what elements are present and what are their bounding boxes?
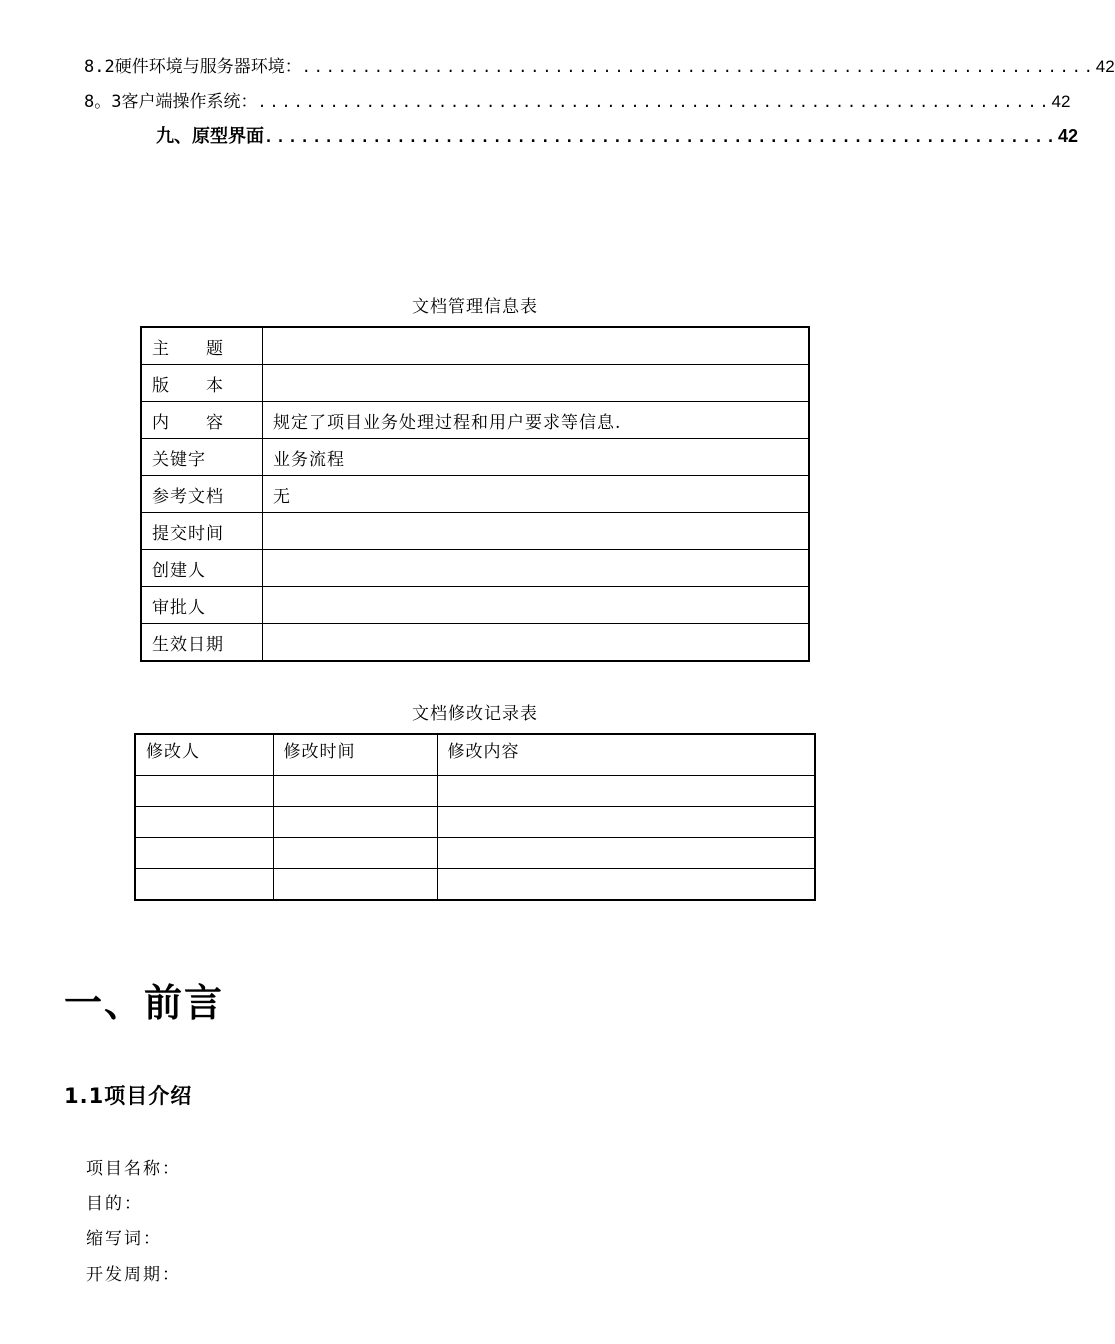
revision-caption: 文档修改记录表 [412,704,538,724]
table-cell [135,869,273,901]
info-key: 审批人 [141,587,263,624]
info-key: 生效日期 [141,624,263,662]
info-value [263,587,810,624]
table-cell [437,807,815,838]
table-row [135,838,815,869]
table-row [135,807,815,838]
info-value [263,513,810,550]
toc-entry-label: 8.2硬件环境与服务器环境： [84,57,302,77]
info-key: 版 本 [141,365,263,402]
toc-entry-label: 8。3客户端操作系统： [84,92,258,112]
toc-leader-dots: .................................................................. [301,58,1096,76]
table-row [141,587,809,624]
field-abbreviations: 缩写词： [86,1229,162,1249]
toc-entry[interactable] [84,52,1115,77]
info-value: 规定了项目业务处理过程和用户要求等信息. [263,402,810,439]
column-header-time: 修改时间 [273,734,437,776]
table-cell [437,869,815,901]
toc-entry-page: 42 [1051,92,1071,111]
column-header-modifier: 修改人 [135,734,273,776]
table-row [141,624,809,662]
toc-leader-dots: .................................................................. [257,93,1052,111]
info-key: 创建人 [141,550,263,587]
toc-entry[interactable] [156,122,1079,148]
table-row [141,513,809,550]
doc-info-table [140,326,810,662]
section-heading: 一、前言 [64,981,225,1025]
table-row [141,439,809,476]
table-cell [273,776,437,807]
field-dev-cycle: 开发周期： [86,1265,181,1285]
info-value [263,327,810,365]
info-value [263,365,810,402]
table-cell [135,838,273,869]
field-project-name: 项目名称： [86,1159,181,1179]
table-row [141,327,809,365]
table-cell [273,838,437,869]
table-cell [135,776,273,807]
info-key: 参考文档 [141,476,263,513]
info-key: 关键字 [141,439,263,476]
revision-table [134,733,816,901]
table-cell [437,776,815,807]
table-row [141,550,809,587]
info-key: 内 容 [141,402,263,439]
table-header-row [135,734,815,776]
table-row [135,869,815,901]
info-value: 无 [263,476,810,513]
subsection-heading: 1.1项目介绍 [64,1084,193,1108]
info-value [263,624,810,662]
field-purpose: 目的： [86,1194,143,1214]
table-cell [437,838,815,869]
table-row [141,402,809,439]
toc-leader-dots: .................................................................. [264,128,1059,146]
toc-entry-page: 42 [1095,57,1115,76]
table-row [135,776,815,807]
column-header-content: 修改内容 [437,734,815,776]
toc-entry-page: 42 [1058,126,1079,146]
info-value: 业务流程 [263,439,810,476]
info-key: 提交时间 [141,513,263,550]
table-row [141,476,809,513]
toc-entry-label: 九、原型界面 [156,126,264,147]
table-cell [135,807,273,838]
table-cell [273,869,437,901]
doc-info-caption: 文档管理信息表 [412,297,538,317]
info-value [263,550,810,587]
table-row [141,365,809,402]
toc-entry[interactable] [84,87,1071,112]
info-key: 主 题 [141,327,263,365]
table-cell [273,807,437,838]
